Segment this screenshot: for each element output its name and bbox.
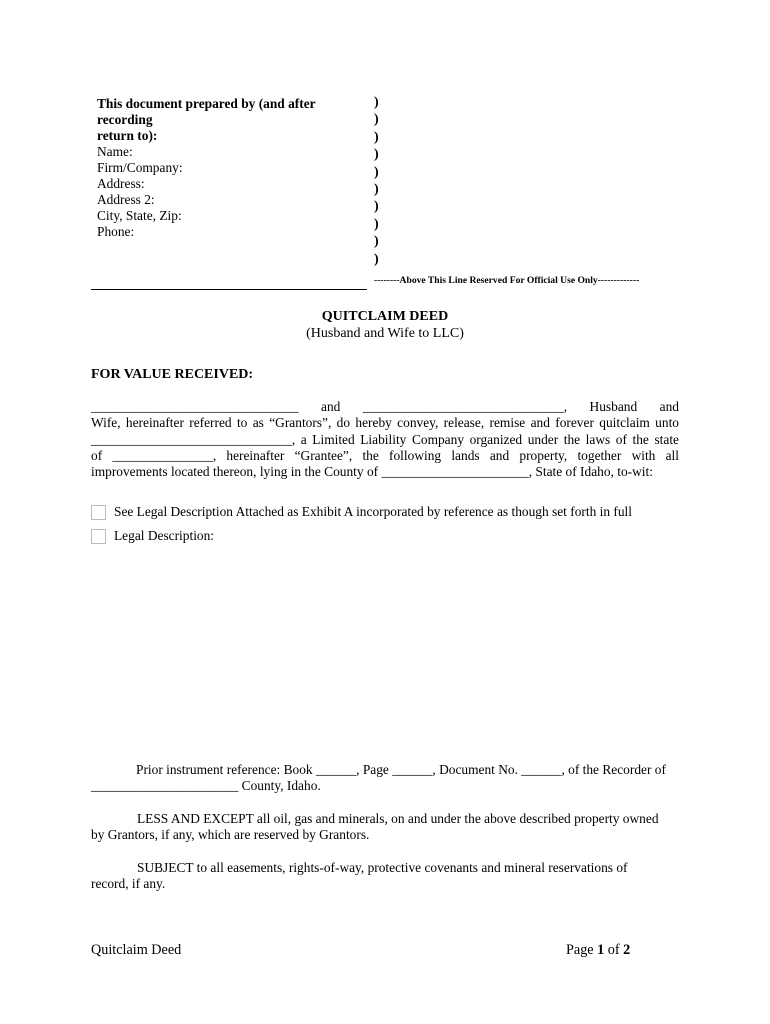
paren: ) <box>374 251 379 267</box>
paragraph-line: Wife, hereinafter referred to as “Grantors”, do hereby convey, release, remise and forever quitclaim unto <box>91 415 679 431</box>
for-value-heading: FOR VALUE RECEIVED: <box>91 367 254 382</box>
preparer-heading-line2: return to): <box>97 128 158 143</box>
legal-description-checkbox[interactable] <box>91 529 106 544</box>
paren: ) <box>374 216 379 232</box>
footer-page-number <box>566 942 630 959</box>
preparer-block <box>97 96 367 240</box>
paragraph-line: ______________________ County, Idaho. <box>91 778 321 794</box>
field-address-label: Address: <box>97 176 145 191</box>
exhibit-a-option[interactable] <box>91 504 632 520</box>
footer-document-name: Quitclaim Deed <box>91 942 182 958</box>
paragraph-line: by Grantors, if any, which are reserved by Grantors. <box>91 827 370 843</box>
paragraph-line: LESS AND EXCEPT all oil, gas and minerals, on and under the above described property owned <box>137 811 659 826</box>
legal-description-option[interactable] <box>91 528 214 544</box>
paren: ) <box>374 199 379 215</box>
paren: ) <box>374 164 379 180</box>
page-total: 2 <box>623 942 631 958</box>
page-label: Page <box>566 942 594 958</box>
paragraph-line: ______________________________, a Limited Liability Company organized under the laws of the state <box>91 431 679 447</box>
document-subtitle: (Husband and Wife to LLC) <box>306 326 464 341</box>
field-phone-label: Phone: <box>97 224 135 239</box>
recording-signature-line <box>91 289 367 290</box>
paren: ) <box>374 95 379 110</box>
exhibit-a-checkbox[interactable] <box>91 505 106 520</box>
paren: ) <box>374 129 379 145</box>
field-city-state-zip-label: City, State, Zip: <box>97 208 182 223</box>
paragraph-line: Prior instrument reference: Book ______, Page ______, Document No. ______, of the Recorder of <box>136 762 666 777</box>
paren: ) <box>374 112 379 128</box>
paren-column <box>374 94 379 268</box>
paragraph-line: record, if any. <box>91 876 166 892</box>
preparer-heading-line1: This document prepared by (and after recording <box>97 96 316 127</box>
official-use-note: --------Above This Line Reserved For Official Use Only------------- <box>374 275 640 286</box>
field-name-label: Name: <box>97 144 133 159</box>
exhibit-a-label: See Legal Description Attached as Exhibit A incorporated by reference as though set forth in full <box>114 504 632 519</box>
field-address2-label: Address 2: <box>97 192 155 207</box>
page-current: 1 <box>597 942 605 958</box>
legal-description-label: Legal Description: <box>114 528 215 543</box>
paragraph-line: improvements located thereon, lying in the County of ______________________, State of Idaho, to-wit: <box>91 464 653 480</box>
paren: ) <box>374 234 379 250</box>
field-firm-label: Firm/Company: <box>97 160 183 175</box>
paragraph-line: SUBJECT to all easements, rights-of-way, protective covenants and mineral reservations of <box>137 860 628 875</box>
conveyance-paragraph <box>91 399 679 480</box>
subject-to-paragraph <box>91 860 679 893</box>
prior-instrument-paragraph <box>91 762 679 795</box>
paren: ) <box>374 147 379 163</box>
paragraph-line: _______________________________ and ______________________________, Husband and <box>91 399 679 414</box>
paragraph-line: of _______________, hereinafter “Grantee”, the following lands and property, together with all <box>91 447 679 463</box>
document-title: QUITCLAIM DEED <box>321 309 449 324</box>
of-label: of <box>607 942 620 958</box>
paren: ) <box>374 182 379 198</box>
less-and-except-paragraph <box>91 811 679 844</box>
